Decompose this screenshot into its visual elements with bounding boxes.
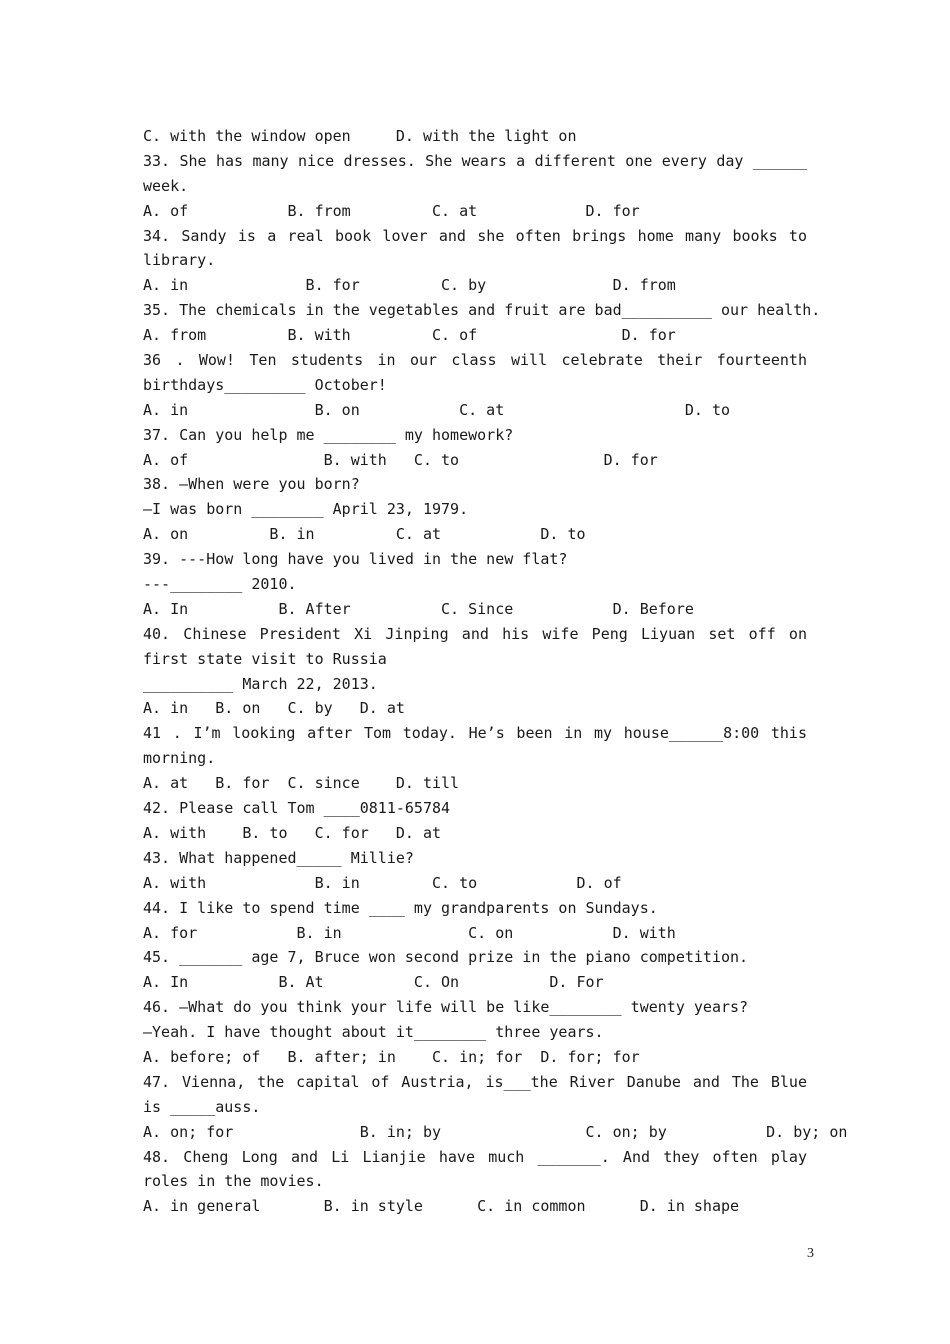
text-line: A. on; for B. in; by C. on; by D. by; on [143, 1122, 848, 1141]
text-line: —I was born ________ April 23, 1979. [143, 500, 469, 519]
text-line: C. with the window open D. with the light on [143, 127, 577, 145]
text-line: 45. _______ age 7, Bruce won second prize in the piano competition. [143, 948, 749, 967]
text-line: A. of B. with C. to D. for [143, 450, 658, 469]
text-line: A. in B. for C. by D. from [143, 276, 676, 295]
text-line: A. at B. for C. since D. till [143, 774, 460, 793]
text-line: A. before; of B. after; in C. in; for D. for; for [143, 1047, 640, 1066]
text-line: 37. Can you help me ________ my homework? [143, 425, 514, 444]
text-line: —Yeah. I have thought about it________ three years. [143, 1023, 604, 1042]
text-line: A. for B. in C. on D. with [143, 923, 676, 942]
text-line: morning. [143, 749, 216, 768]
text-line: 36 . Wow! Ten students in our class will celebrate their fourteenth [143, 351, 807, 370]
text-line: __________ March 22, 2013. [143, 674, 378, 693]
text-line: week. [143, 176, 189, 195]
text-line: library. [143, 251, 216, 270]
text-line: 40. Chinese President Xi Jinping and his wife Peng Liyuan set off on [143, 624, 807, 643]
text-line: A. of B. from C. at D. for [143, 201, 640, 220]
text-line: 33. She has many nice dresses. She wears a different one every day ______ [143, 151, 807, 170]
text-line: ---________ 2010. [143, 575, 297, 594]
text-line: 46. —What do you think your life will be like________ twenty years? [143, 998, 749, 1017]
text-line: is _____auss. [143, 1097, 261, 1116]
text-line: 42. Please call Tom ____0811-65784 [143, 799, 451, 818]
text-line: 43. What happened_____ Millie? [143, 848, 414, 867]
text-line: 39. ---How long have you lived in the new flat? [143, 550, 568, 569]
text-line: roles in the movies. [143, 1172, 324, 1191]
text-line: birthdays_________ October! [143, 375, 387, 394]
text-line: 47. Vienna, the capital of Austria, is___the River Danube and The Blue [143, 1072, 807, 1091]
page-content [143, 124, 848, 1219]
text-line: A. In B. At C. On D. For [143, 973, 604, 992]
text-line: 48. Cheng Long and Li Lianjie have much _______. And they often play [143, 1147, 807, 1166]
text-line: A. in B. on C. by D. at [143, 699, 405, 718]
text-line: A. with B. to C. for D. at [143, 823, 442, 842]
text-line: 38. —When were you born? [143, 475, 360, 494]
text-line: A. in B. on C. at D. to [143, 400, 730, 419]
text-line: A. with B. in C. to D. of [143, 873, 622, 892]
text-line: A. on B. in C. at D. to [143, 525, 586, 544]
text-line: first state visit to Russia [143, 649, 387, 668]
text-line: 34. Sandy is a real book lover and she often brings home many books to [143, 226, 807, 245]
page-number: 3 [807, 1246, 814, 1261]
text-line: A. from B. with C. of D. for [143, 326, 676, 345]
text-line: A. in general B. in style C. in common D. in shape [143, 1197, 740, 1216]
text-line: 35. The chemicals in the vegetables and fruit are bad__________ our health. [143, 301, 821, 320]
text-line: 41 . I’m looking after Tom today. He’s been in my house______8:00 this [143, 724, 807, 743]
text-line: 44. I like to spend time ____ my grandparents on Sundays. [143, 898, 658, 917]
text-line: A. In B. After C. Since D. Before [143, 599, 694, 618]
